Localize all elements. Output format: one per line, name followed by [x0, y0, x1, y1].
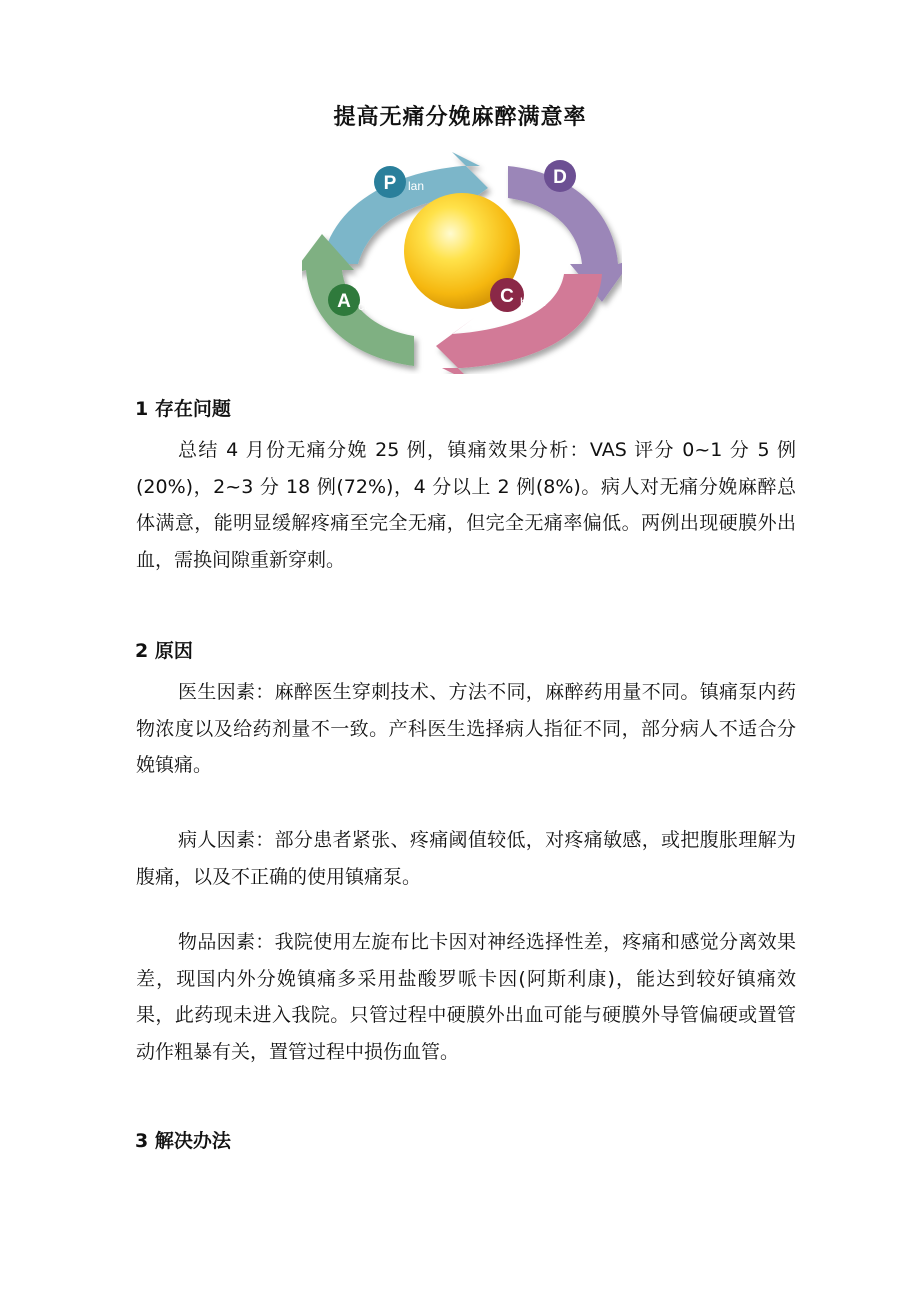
paragraph-patient-factors: 病人因素：部分患者紧张、疼痛阈值较低，对疼痛敏感，或把腹胀理解为腹痛，以及不正确的使用镇痛泵。 [136, 829, 796, 888]
svg-text:o: o [575, 176, 582, 188]
svg-text:D: D [553, 167, 567, 188]
section-heading-solutions: 3 解决办法 [135, 1130, 231, 1152]
svg-text:C: C [500, 286, 514, 307]
svg-text:lan: lan [408, 179, 425, 193]
svg-text:ct: ct [358, 299, 368, 313]
page-title: 提高无痛分娩麻醉满意率 [333, 105, 587, 130]
section-heading-problems: 1 存在问题 [135, 398, 231, 420]
paragraph-doctor-factors: 医生因素：麻醉医生穿刺技术、方法不同，麻醉药用量不同。镇痛泵内药物浓度以及给药剂量不一致。产科医生选择病人指征不同，部分病人不适合分娩镇痛。 [136, 681, 796, 776]
section-heading-causes: 2 原因 [135, 640, 193, 662]
do-label [544, 160, 581, 192]
paragraph-problems: 总结 4 月份无痛分娩 25 例，镇痛效果分析：VAS 评分 0~1 分 5 例(20%)，2~3 分 18 例(72%)，4 分以上 2 例(8%)。病人对无痛分娩麻醉总体满意，能明显缓解疼痛至完全无痛，但完全无痛率偏低。两例出现硬膜外出血，需换间隙重新穿刺。 [136, 439, 796, 571]
svg-text:P: P [383, 173, 397, 194]
paragraph-material-factors: 物品因素：我院使用左旋布比卡因对神经选择性差，疼痛和感觉分离效果差，现国内外分娩镇痛多采用盐酸罗哌卡因(阿斯利康)，能达到较好镇痛效果，此药现未进入我院。只管过程中硬膜外出血可能与硬膜外导管偏硬或置管动作粗暴有关，置管过程中损伤血管。 [136, 931, 796, 1063]
check-label [490, 278, 546, 312]
pdca-cycle-diagram [302, 152, 622, 374]
svg-text:A: A [337, 291, 351, 312]
svg-text:heck: heck [520, 295, 546, 309]
act-label [328, 284, 368, 316]
